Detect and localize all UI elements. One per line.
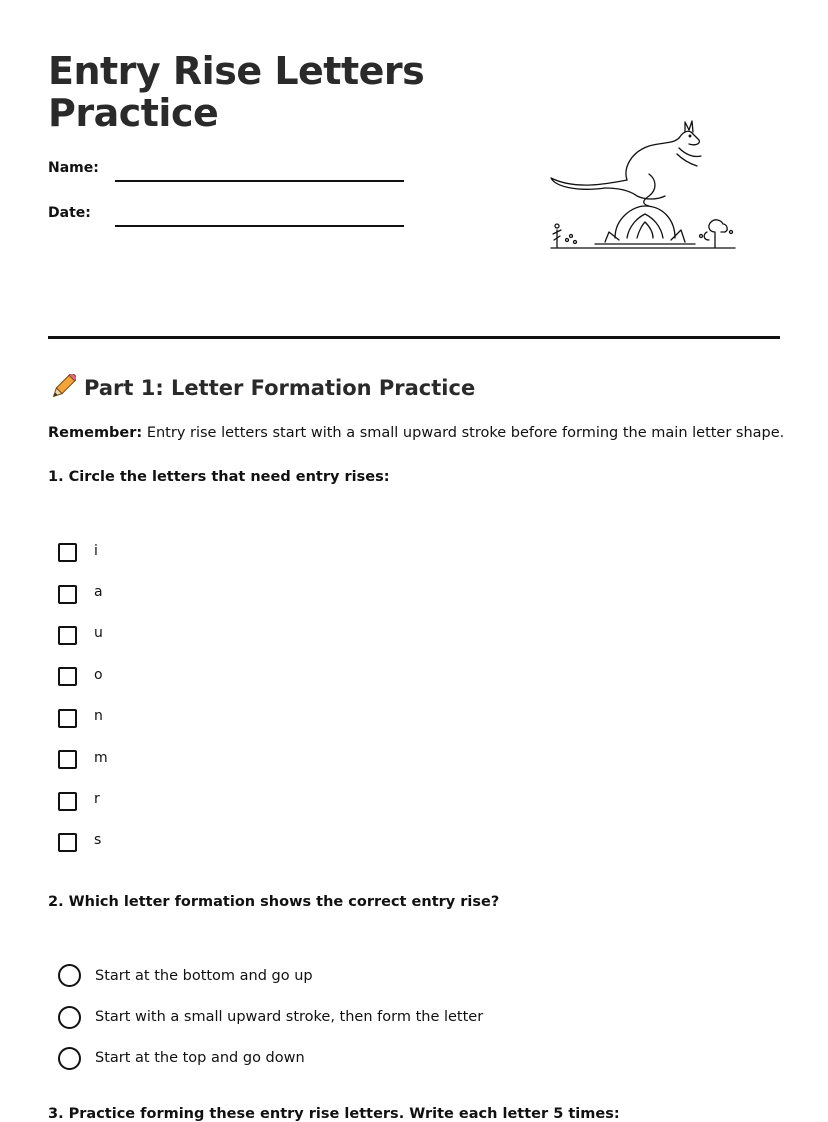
section-divider	[48, 336, 780, 339]
checkbox-option-i[interactable]	[58, 532, 108, 573]
pencil-icon	[48, 374, 76, 402]
checkbox-label: m	[94, 749, 108, 766]
checkbox[interactable]	[58, 709, 77, 728]
title-line-1: Entry Rise Letters	[48, 49, 425, 93]
question-3: 3. Practice forming these entry rise letters. Write each letter 5 times:	[48, 1106, 620, 1122]
radio-label: Start at the bottom and go up	[95, 967, 313, 984]
radio-label: Start with a small upward stroke, then form the letter	[95, 1009, 484, 1026]
name-label: Name:	[48, 160, 99, 176]
checkbox[interactable]	[58, 626, 77, 645]
checkbox-option-n[interactable]	[58, 698, 108, 739]
formation-radio-group	[58, 955, 483, 1079]
checkbox-option-r[interactable]	[58, 780, 108, 821]
checkbox-option-s[interactable]	[58, 822, 108, 863]
radio-button[interactable]	[58, 1006, 81, 1029]
date-field[interactable]	[115, 225, 404, 227]
checkbox[interactable]	[58, 792, 77, 811]
remember-label: Remember:	[48, 425, 143, 441]
question-1: 1. Circle the letters that need entry rises:	[48, 469, 390, 485]
name-field[interactable]	[115, 180, 404, 182]
question-2: 2. Which letter formation shows the correct entry rise?	[48, 894, 500, 910]
kangaroo-opera-house-illustration	[545, 118, 741, 256]
radio-option-1[interactable]	[58, 955, 483, 996]
checkbox-label: n	[94, 708, 103, 725]
checkbox[interactable]	[58, 833, 77, 852]
checkbox-option-m[interactable]	[58, 739, 108, 780]
radio-option-2[interactable]	[58, 996, 483, 1037]
date-label: Date:	[48, 205, 91, 221]
radio-option-3[interactable]	[58, 1038, 483, 1079]
checkbox[interactable]	[58, 543, 77, 562]
checkbox[interactable]	[58, 667, 77, 686]
checkbox-option-o[interactable]	[58, 656, 108, 697]
checkbox-label: a	[94, 584, 103, 601]
checkbox-option-u[interactable]	[58, 615, 108, 656]
remember-text: Entry rise letters start with a small upward stroke before forming the main letter shape.	[142, 425, 785, 441]
part1-heading	[48, 374, 475, 402]
radio-label: Start at the top and go down	[95, 1050, 305, 1067]
radio-button[interactable]	[58, 1047, 81, 1070]
worksheet-title	[48, 50, 424, 134]
part1-title: Part 1: Letter Formation Practice	[84, 376, 476, 400]
checkbox[interactable]	[58, 750, 77, 769]
checkbox-option-a[interactable]	[58, 573, 108, 614]
checkbox-label: i	[94, 542, 98, 559]
checkbox-label: s	[94, 832, 102, 849]
checkbox-label: o	[94, 666, 103, 683]
checkbox-label: r	[94, 791, 100, 808]
remember-note	[48, 425, 784, 441]
checkbox-label: u	[94, 625, 103, 642]
radio-button[interactable]	[58, 964, 81, 987]
title-line-2: Practice	[48, 91, 219, 135]
checkbox[interactable]	[58, 585, 77, 604]
letter-checklist	[58, 532, 108, 863]
